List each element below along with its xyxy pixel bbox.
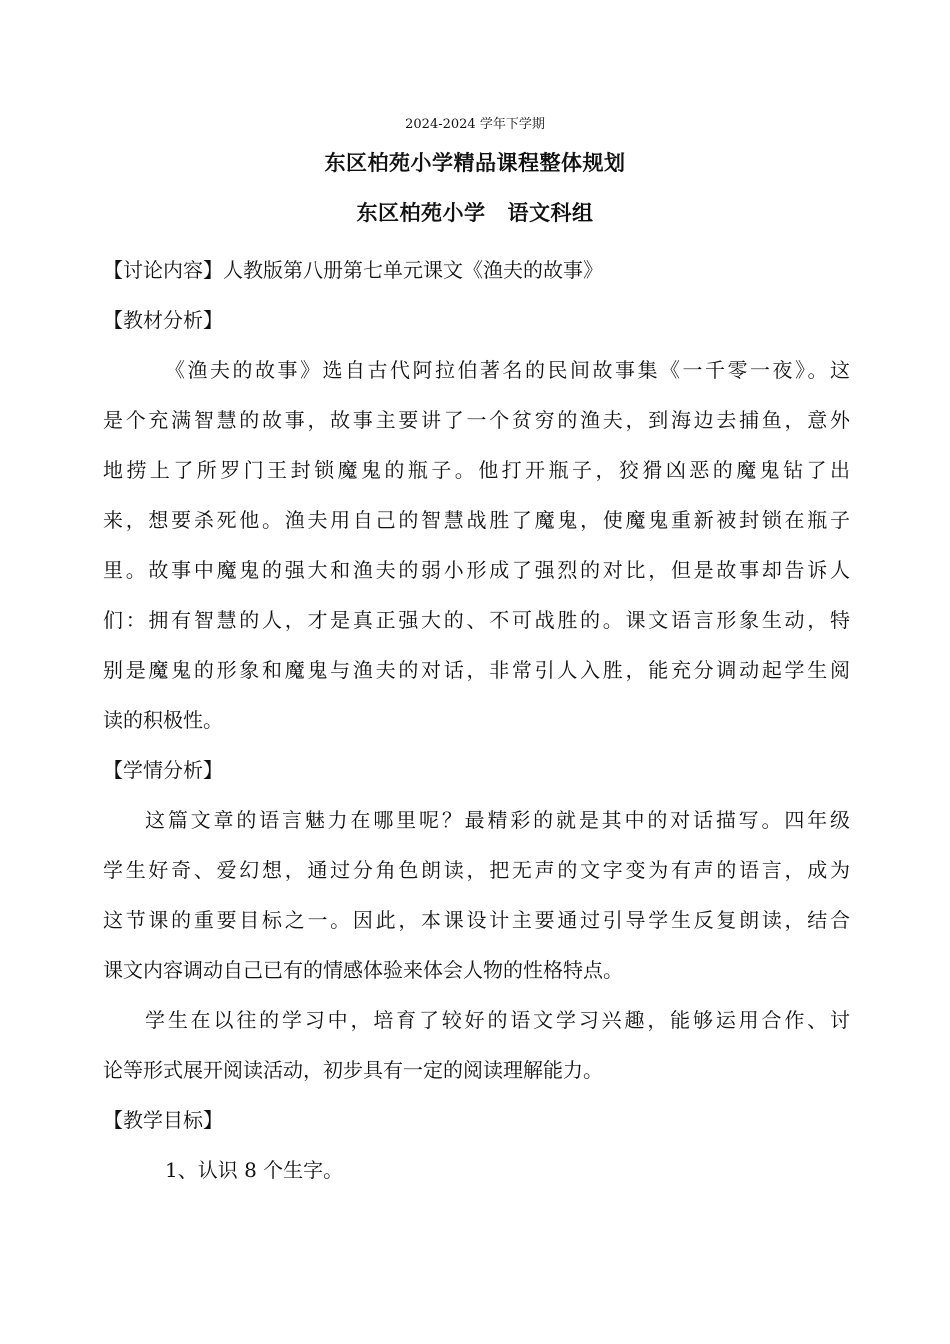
goal-item: 1、认识 8 个生字。 — [165, 1158, 344, 1182]
paragraph-line: 这篇文章的语言魅力在哪里呢？最精彩的就是其中的对话描写。四年级 — [145, 808, 850, 832]
topic-line: 【讨论内容】人教版第八册第七单元课文《渔夫的故事》 — [103, 258, 603, 282]
paragraph-line: 读的积极性。 — [103, 708, 223, 732]
document-title: 东区柏苑小学精品课程整体规划 — [324, 150, 626, 175]
group-name: 语文科组 — [507, 200, 594, 225]
section-heading-students: 【学情分析】 — [103, 758, 223, 782]
section-heading-textbook: 【教材分析】 — [103, 308, 223, 332]
paragraph-line: 论等形式展开阅读活动，初步具有一定的阅读理解能力。 — [103, 1058, 603, 1082]
school-name: 东区柏苑小学 — [356, 200, 486, 225]
paragraph-line: 们：拥有智慧的人，才是真正强大的、不可战胜的。课文语言形象生动，特 — [103, 608, 850, 632]
paragraph-line: 来，想要杀死他。渔夫用自己的智慧战胜了魔鬼，使魔鬼重新被封锁在瓶子 — [103, 508, 850, 532]
paragraph-line: 学生好奇、爱幻想，通过分角色朗读，把无声的文字变为有声的语言，成为 — [103, 858, 850, 882]
paragraph-line: 《渔夫的故事》选自古代阿拉伯著名的民间故事集《一千零一夜》。这 — [165, 358, 850, 382]
author-line — [0, 198, 950, 228]
paragraph-line: 里。故事中魔鬼的强大和渔夫的弱小形成了强烈的对比，但是故事却告诉人 — [103, 558, 850, 582]
term-header: 2024-2024 学年下学期 — [405, 117, 545, 132]
paragraph-line: 这节课的重要目标之一。因此，本课设计主要通过引导学生反复朗读，结合 — [103, 908, 850, 932]
paragraph-line: 别是魔鬼的形象和魔鬼与渔夫的对话，非常引人入胜，能充分调动起学生阅 — [103, 658, 850, 682]
paragraph-line: 地捞上了所罗门王封锁魔鬼的瓶子。他打开瓶子，狡猾凶恶的魔鬼钻了出 — [103, 458, 850, 482]
paragraph-line: 学生在以往的学习中，培育了较好的语文学习兴趣，能够运用合作、讨 — [145, 1008, 850, 1032]
section-heading-goals: 【教学目标】 — [103, 1108, 223, 1132]
paragraph-line: 课文内容调动自己已有的情感体验来体会人物的性格特点。 — [103, 958, 623, 982]
paragraph-line: 是个充满智慧的故事，故事主要讲了一个贫穷的渔夫，到海边去捕鱼，意外 — [103, 408, 850, 432]
document-body — [103, 245, 850, 1195]
